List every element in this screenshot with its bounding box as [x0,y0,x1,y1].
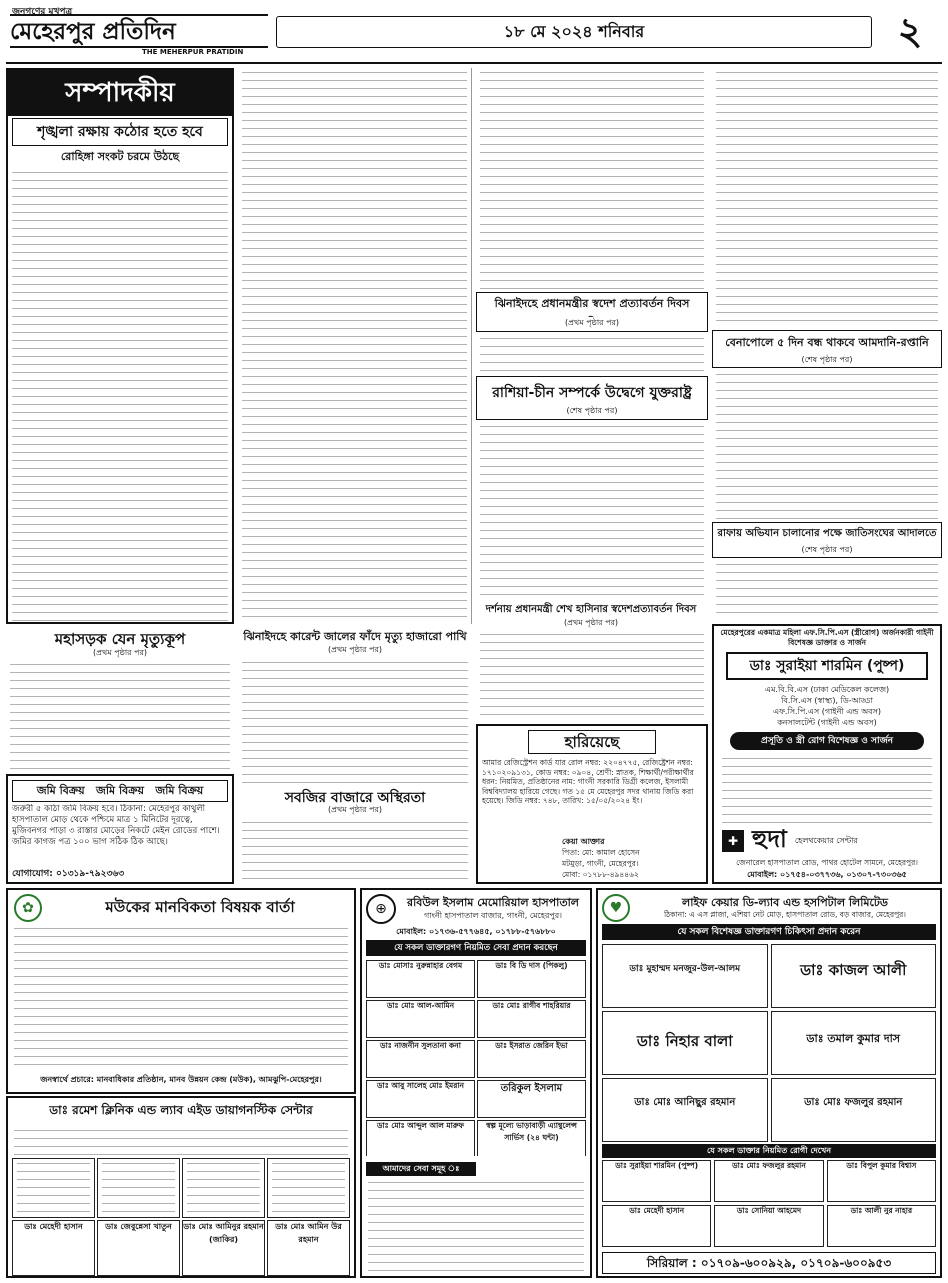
ramesh-doctor-4: ডাঃ মোঃ আমিন উর রহমান [267,1220,350,1276]
article-pm-box [476,292,708,332]
article-vegetable-headline: সবজির বাজারে অস্থিরতা [284,790,426,804]
rabiul-doctor-9: ডাঃ মোঃ আব্দুল আল মারুফ [366,1120,475,1156]
article-current-headline: ঝিনাইদহে কারেন্ট জালের ফাঁদে মৃত্যু হাজারো পাখি [243,630,467,643]
ramesh-doctor-cell [267,1158,350,1218]
article-darshana-box [476,600,708,628]
article-pm-body [476,334,708,374]
article-benapole-cont: (শেষ পৃষ্ঠার পর) [801,355,853,364]
doctor-ad-center-suffix: হেলথকেয়ার সেন্টার [794,835,858,845]
lifecare-doctor-7: ডাঃ সুরাইয়া শারমিন (পুষ্প) [602,1160,711,1202]
ramesh-doctor-1: ডাঃ মেহেদী হাসান [12,1220,95,1276]
land-sale-title: জমি বিক্রয় জমি বিক্রয় জমি বিক্রয় [12,780,228,802]
rabiul-ad-address: গাংনী হাসপাতাল বাজার, গাংনী, মেহেরপুর। [423,911,563,920]
column-2-text [238,68,472,624]
doctor-ad-degree-2: বি.সি.এস (স্বাস্থ্য), ডি-আড্ডা [781,696,873,705]
lost-notice [476,724,708,884]
article-russia-body [476,422,708,598]
lifecare-ad-banner-2: যে সকল ডাক্তার নিয়মিত রোগী দেখেন [602,1144,936,1158]
doctor-ad-phone: মোবাইল: ০১৭৫৪-০৩৭৭৩৬, ০১৩০৭-৭৩০৩৬৫ [747,870,907,879]
rabiul-doctor-7: ডাঃ আবু সালেহ মোঃ ইমরান [366,1080,475,1118]
masthead-paper-name-en: THE MEHERPUR PRATIDIN [142,48,244,56]
ramesh-ad-grid-top [12,1158,350,1218]
doctor-ad-center-name: হুদা [752,826,787,853]
article-darshana-body [476,630,708,722]
rabiul-doctor-1: ডাঃ মোসাঃ নুরুন্নাহার বেগম [366,960,475,998]
ramesh-ad-intro [10,1126,352,1156]
lifecare-doctor-6: ডাঃ মোঃ ফজলুর রহমান [771,1078,937,1142]
rabiul-doctor-6: ডাঃ ইসরাত জেরিন ইভা [477,1040,586,1078]
rabiul-ad-banner: যে সকল ডাক্তারগণ নিয়মিত সেবা প্রদান করছেন [366,940,586,956]
ramesh-doctor-3: ডাঃ মোঃ আমিনুর রহমান (জাকির) [182,1220,265,1276]
article-benapole-box [712,330,942,368]
article-russia-headline: রাশিয়া-চীন সম্পর্কে উদ্বেগে যুক্তরাষ্ট্র [492,385,692,401]
lifecare-ad-title: লাইফ কেয়ার ডি-ল্যাব এন্ড হসপিটাল লিমিটেড [682,896,888,909]
rabiul-doctor-8: তরিকুল ইসলাম [477,1080,586,1118]
lifecare-logo-icon: ♥ [602,894,630,922]
lost-notice-phone: মোবা: ০১৭৮৮-৪৯৪৪৬২ [562,870,639,879]
land-sale-body: জরুরী ৫ কাঠা জমি বিক্রয় হবে। ঠিকানা: মেহেরপুর কাথুলী হাসপাতাল মোড় থেকে পশ্চিমে মাত্র ১ মিনিটের দূরত্বে, মুজিবনগর পাড়া ৩ রাস্তার মোড়ের নিকটে মেইন রোডের পাশে। জমির কাগজ পত্র ১০০ ভাগ সঠিক ঠিক আছে। [12,804,220,847]
article-rafah-body [712,560,942,620]
lifecare-ad-banner: যে সকল বিশেষজ্ঞ ডাক্তারগণ চিকিৎসা প্রদান করেন [602,924,936,940]
huda-logo-icon: ✚ [722,830,744,852]
article-russia-box [476,376,708,420]
masthead-paper-name: মেহেরপুর প্রতিদিন [10,14,268,48]
editorial-subhead: রোহিঙ্গা সংকট চরমে উঠছে [60,150,180,163]
article-vegetable-cont: (প্রথম পৃষ্ঠার পর) [327,805,383,814]
rabiul-doctor-3: ডাঃ মোঃ আল-আমিন [366,1000,475,1038]
lost-notice-father: পিতা: মো: কামাল হোসেন [562,848,640,857]
land-sale-contact: যোগাযোগ: ০১৩১৯-৭৯২৩৬৩ [12,869,125,879]
rabiul-services-title: আমাদের সেবা সমূহ ঃ [366,1162,476,1176]
page-number: ২ [897,9,923,53]
lifecare-doctor-1: ডাঃ মুহাম্মদ মনজুর-উল-আলম [602,944,768,1008]
article-vegetable-body [238,818,472,884]
mouk-ad-body [10,924,352,1072]
article-rafah-cont: (শেষ পৃষ্ঠার পর) [801,545,853,554]
rabiul-doctor-grid [366,960,586,1156]
doctor-ad-name: ডাঃ সুরাইয়া শারমিন (পুষ্প) [726,652,928,680]
lifecare-doctor-2: ডাঃ কাজল আলী [771,944,937,1008]
editorial-headline: শৃঙ্খলা রক্ষায় কঠোর হতে হবে [12,118,228,146]
mouk-ad-title: মউকের মানবিকতা বিষয়ক বার্তা [105,898,295,916]
lifecare-doctor-12: ডাঃ আলী নুর নাহার [827,1205,936,1247]
rabiul-hospital-ad [360,888,592,1278]
ramesh-ad-grid-bottom [12,1220,350,1276]
lifecare-ad [596,888,942,1278]
rabiul-services-list [364,1178,588,1274]
masthead-date: ১৮ মে ২০২৪ শনিবার [276,16,872,48]
rabiul-doctor-4: ডাঃ মোঃ রাগীব শাহরিয়ার [477,1000,586,1038]
lifecare-doctor-9: ডাঃ বিপুল কুমার বিশ্বাস [827,1160,936,1202]
doctor-ad-intro: মেহেরপুরের একমাত্র মহিলা এফ.সি.পি.এস (স্ত্রীরোগ) অর্জনকারী গাইনী বিশেষজ্ঞ ডাক্তার ও সার্জন [720,628,934,647]
rabiul-doctor-2: ডাঃ বি ডি দাস (পিকলু) [477,960,586,998]
ramesh-ad-title: ডাঃ রমেশ ক্লিনিক এন্ড ল্যাব এইড ডায়াগনস্টিক সেন্টার [49,1103,313,1117]
lifecare-doctor-11: ডাঃ সোনিয়া আহমেদ [714,1205,823,1247]
article-highway-cont: (প্রথম পৃষ্ঠার পর) [92,648,148,657]
article-current-box [238,626,472,656]
lifecare-ad-address: ঠিকানা: এ এস প্লাজা, এশিয়া নেট মোড়, হাসপাতাল রোড, বড় বাজার, মেহেরপুর। [664,910,906,919]
lost-notice-address: মটমুড়া, গাংনী, মেহেরপুর। [562,859,639,868]
rabiul-ambulance: স্বল্প মূল্যে ভাড়াবাড়ী এ্যাম্বুলেন্স সার্ভিস (২৪ ঘন্টা) [477,1120,586,1156]
article-benapole-headline: বেনাপোলে ৫ দিন বন্ধ থাকবে আমদানি-রপ্তানি [725,336,929,349]
doctor-ad-degree-4: কনসালটেন্ট (গাইনী এন্ড অবস) [777,718,877,727]
lifecare-doctor-3: ডাঃ নিহার বালা [602,1011,768,1075]
article-pm-cont: (প্রথম পৃষ্ঠার পর) [564,318,620,327]
doctor-ad-specialty: প্রসূতি ও স্ত্রী রোগ বিশেষজ্ঞ ও সার্জন [730,732,924,750]
editorial-body [8,168,232,622]
masthead-rule [6,62,942,64]
lifecare-doctor-10: ডাঃ মেহেদী হাসান [602,1205,711,1247]
article-darshana-cont: (প্রথম পৃষ্ঠার পর) [563,618,619,627]
rabiul-ad-phone: মোবাইল: ০১৭৩৬-৫৭৭৬৪৫, ০১৭৮৮-৫৭৬৮৮০ [396,927,556,936]
article-darshana-headline: দর্শনায় প্রধানমন্ত্রী শেখ হাসিনার স্বদেশপ্রত্যাবর্তন দিবস [485,604,697,615]
ramesh-doctor-cell [182,1158,265,1218]
lifecare-doctor-8: ডাঃ মোঃ ফজলুর রহমান [714,1160,823,1202]
article-vegetable-box [238,786,472,816]
column-4-text [712,68,942,328]
rabiul-logo-icon: ⊕ [366,894,396,924]
article-benapole-body [712,370,942,520]
land-sale-ad [6,774,234,884]
mouk-logo-icon: ✿ [14,894,42,922]
lost-notice-title: হারিয়েছে [528,730,656,754]
lost-notice-owner: কেয়া আক্তার [562,837,605,846]
article-highway-body [6,660,234,770]
doctor-ad-services [718,754,936,824]
lifecare-doctor-4: ডাঃ তমাল কুমার দাস [771,1011,937,1075]
article-rafah-headline: রাফায় অভিযান চালানোর পক্ষে জাতিসংঘের আদালতে [717,528,937,539]
mouk-ad [6,888,356,1094]
lifecare-doctor-grid [602,944,936,1142]
article-current-cont: (প্রথম পৃষ্ঠার পর) [327,645,383,654]
article-current-body [238,658,472,784]
rabiul-doctor-5: ডাঃ নাজনীন সুলতানা কনা [366,1040,475,1078]
ramesh-doctor-cell [97,1158,180,1218]
doctor-ad-huda [712,624,942,884]
article-pm-headline: ঝিনাইদহে প্রধানমন্ত্রীর স্বদেশ প্রত্যাবর্তন দিবস [494,297,690,310]
lifecare-serial: সিরিয়াল : ০১৭০৯-৬০০৯২৯, ০১৭০৯-৬০০৯৫৩ [602,1252,936,1274]
article-highway-box [6,628,234,658]
doctor-ad-center [722,826,932,856]
lost-notice-body: আমার রেজিস্ট্রেশন কার্ড যার রোল নম্বর: ২২০৪৭৭৫, রেজিষ্ট্রেশন নম্বর: ১৭১০২০৯১৩১, কোড নম্বর: ০৯০৪, শ্রেণী: স্নাতক, শিক্ষার্থী/পরীক্ষার্থীর ধরন: নিয়মিত, প্রতিষ্ঠানের নাম: গাংনী সরকারি ডিগ্রী কলেজ, ইসলামী বিশ্ববিদ্যালয় হারিয়ে গেছে। গত ১৫ মে মেহেরপুর সদর থানায় জিডি করা হয়েছে। জিডি নম্বর: ৭৪৮, তারিখ: ১৫/০৫/২০২৪ ইং। [482,758,694,805]
rabiul-ad-title: রবিউল ইসলাম মেমোরিয়াল হাসপাতাল [407,896,579,909]
doctor-ad-degree-1: এম.বি.বি.এস (ঢাকা মেডিকেল কলেজ) [764,685,890,694]
masthead [6,4,942,60]
editorial-section-title: সম্পাদকীয় [8,70,232,116]
editorial-column [6,68,234,624]
ramesh-clinic-ad [6,1096,356,1278]
column-3-text [476,68,708,290]
doctor-ad-address: জেনারেল হাসপাতাল রোড, পাথর হোটেল সামনে, মেহেরপুর। [736,858,918,867]
article-rafah-box [712,522,942,558]
doctor-ad-degree-3: এফ.সি.পি.এস (গাইনী এন্ড অবস) [772,707,882,716]
lifecare-doctor-grid-2 [602,1160,936,1248]
article-highway-headline: মহাসড়ক যেন মৃত্যুকূপ [54,630,186,648]
article-russia-cont: (শেষ পৃষ্ঠার পর) [566,406,618,415]
ramesh-doctor-cell [12,1158,95,1218]
ramesh-doctor-2: ডাঃ জেবুন্নেসা খাতুন [97,1220,180,1276]
lifecare-doctor-5: ডাঃ মোঃ আনিছুর রহমান [602,1078,768,1142]
masthead-tagline: জনগণের মুখপত্র [12,7,73,16]
mouk-ad-footer: জনস্বার্থে প্রচারে: মানবাধিকার প্রতিষ্ঠান, মানব উন্নয়ন কেন্দ্র (মউক), আমঝুপি-মেহেরপুর। [40,1075,322,1084]
